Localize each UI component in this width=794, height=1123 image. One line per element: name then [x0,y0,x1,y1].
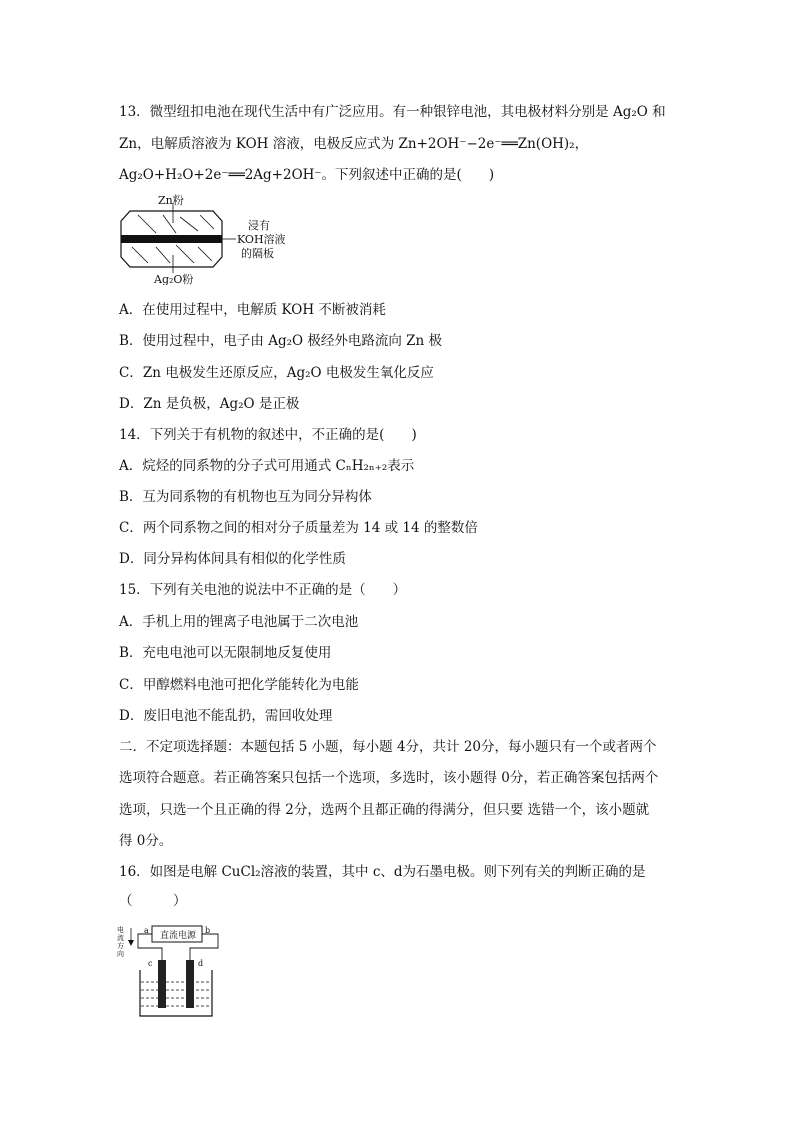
zn-powder-label: Zn粉 [158,194,184,207]
q14-stem: 14．下列关于有机物的叙述中，不正确的是( ) [119,427,417,443]
q14-option-c: C．两个同系物之间的相对分子质量差为 14 或 14 的整数倍 [119,520,478,536]
q13-option-d: D．Zn 是负极，Ag₂O 是正极 [119,396,300,412]
section2-instructions-line-2: 选项符合题意。若正确答案只包括一个选项，多选时，该小题得 0分，若正确答案包括两个 [119,770,659,786]
electrode-c-label: c [148,959,153,968]
electrolysis-apparatus-figure [114,920,224,1022]
beaker [140,970,212,1016]
q13-stem-line-1: 13．微型纽扣电池在现代生活中有广泛应用。有一种银锌电池，其电极材料分别是 Ag₂O 和 [119,104,666,120]
dc-power-label: 直流电源 [160,931,197,941]
q15-stem: 15．下列有关电池的说法中不正确的是（ ） [119,582,407,598]
electrode-c [158,960,166,1008]
separator-label-2: KOH溶液 [237,233,286,246]
q14-option-b: B．互为同系物的有机物也互为同分异构体 [119,489,372,505]
section2-instructions-line-1: 二．不定项选择题：本题包括 5 小题，每小题 4分，共计 20分，每小题只有一个或者两个 [119,739,657,755]
q13-option-c: C．Zn 电极发生还原反应，Ag₂O 电极发生氧化反应 [119,365,434,381]
current-label-2: 流 [117,934,124,942]
q14-option-a: A．烷烃的同系物的分子式可用通式 CₙH₂ₙ₊₂表示 [119,458,415,474]
q15-option-b: B．充电电池可以无限制地反复使用 [119,645,332,661]
q16-stem-line-2: （ ） [119,893,187,909]
separator-label-1: 浸有 [248,219,270,232]
q13-option-b: B．使用过程中，电子由 Ag₂O 极经外电路流向 Zn 极 [119,333,443,349]
battery-shape [121,203,236,273]
button-battery-figure [118,193,293,285]
ag2o-powder-label: Ag₂O粉 [154,273,194,285]
q16-stem-line-1: 16．如图是电解 CuCl₂溶液的装置，其中 c、d为石墨电极。则下列有关的判断正确的是 [119,864,646,880]
current-label-4: 向 [117,950,124,958]
q15-option-c: C．甲醇燃料电池可把化学能转化为电能 [119,677,359,693]
q13-option-a: A．在使用过程中，电解质 KOH 不断被消耗 [119,302,386,318]
electrode-d-label: d [198,959,204,968]
terminal-b-label: b [205,926,211,935]
q15-option-a: A．手机上用的锂离子电池属于二次电池 [119,614,359,630]
q13-stem-line-2: Zn，电解质溶液为 KOH 溶液，电极反应式为 Zn+2OH⁻−2e⁻══Zn(OH)₂， [119,136,589,152]
terminal-a-label: a [144,926,149,935]
q13-stem-line-3: Ag₂O+H₂O+2e⁻══2Ag+2OH⁻。下列叙述中正确的是( ) [119,167,495,183]
electrode-d [186,960,194,1008]
separator-label-3: 的隔板 [241,247,274,260]
current-label-3: 方 [117,942,124,950]
current-label-1: 电 [117,926,124,934]
q14-option-d: D．同分异构体间具有相似的化学性质 [119,551,346,567]
section2-instructions-line-3: 选项，只选一个且正确的得 2分，选两个且都正确的得满分，但只要 选错一个，该小题就 [119,802,650,818]
section2-instructions-line-4: 得 0分。 [119,833,173,849]
current-direction-arrow [128,928,134,946]
q15-option-d: D．废旧电池不能乱扔，需回收处理 [119,708,333,724]
